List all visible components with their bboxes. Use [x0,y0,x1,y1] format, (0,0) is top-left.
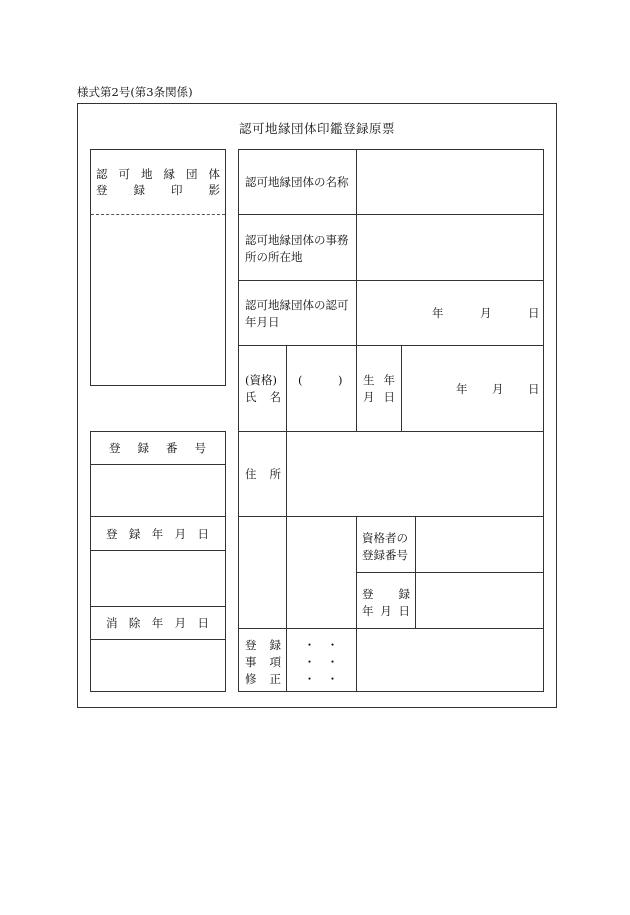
qualifier-registration-date-label: 登 録 年 月 日 [362,587,410,618]
office-address-label: 認可地縁団体の事務 所の所在地 [245,233,349,264]
qualifier-registration-number-label: 資格者の 登録番号 [362,531,408,562]
qualification-paren-close: ) [338,373,343,387]
birth-year-unit: 年 [456,382,468,396]
approval-day-unit: 日 [528,306,540,320]
birth-day-unit: 日 [528,382,540,396]
form-caption: 様式第2号(第3条関係) [77,85,193,99]
corrections-dots: ・ ・ ・ ・ ・ ・ [303,638,339,686]
birth-date-label: 生 年 月 日 [363,373,395,404]
qualifier-registration-date-field[interactable] [417,574,542,626]
registration-corrections-label: 登 録 事 項 修 正 [245,638,281,686]
seal-box-line2: 登 録 印 影 [96,183,220,197]
group-name-label: 認可地縁団体の名称 [245,175,349,189]
approval-date-label: 認可地縁団体の認可 年月日 [245,298,349,329]
registration-info-box [90,431,226,692]
qualification-paren-open: ( [298,373,303,387]
seal-dashed-divider [91,214,225,215]
registration-date-label: 登 録 年 月 日 [106,527,209,541]
address-field[interactable] [288,433,542,514]
form-title: 認可地縁団体印鑑登録原票 [238,121,395,136]
approval-year-unit: 年 [432,306,444,320]
birth-month-unit: 月 [492,382,504,396]
seal-box-line1: 認 可 地 縁 団 体 [96,167,220,181]
registration-number-label: 登 録 番 号 [109,441,206,455]
qualifier-registration-number-field[interactable] [417,518,542,570]
qualification-name-label: (資格) 氏 名 [245,373,281,404]
address-label: 住 所 [245,467,281,481]
office-address-field[interactable] [358,216,542,278]
approval-month-unit: 月 [480,306,492,320]
group-name-field[interactable] [358,151,542,212]
deletion-date-label: 消 除 年 月 日 [106,616,209,630]
